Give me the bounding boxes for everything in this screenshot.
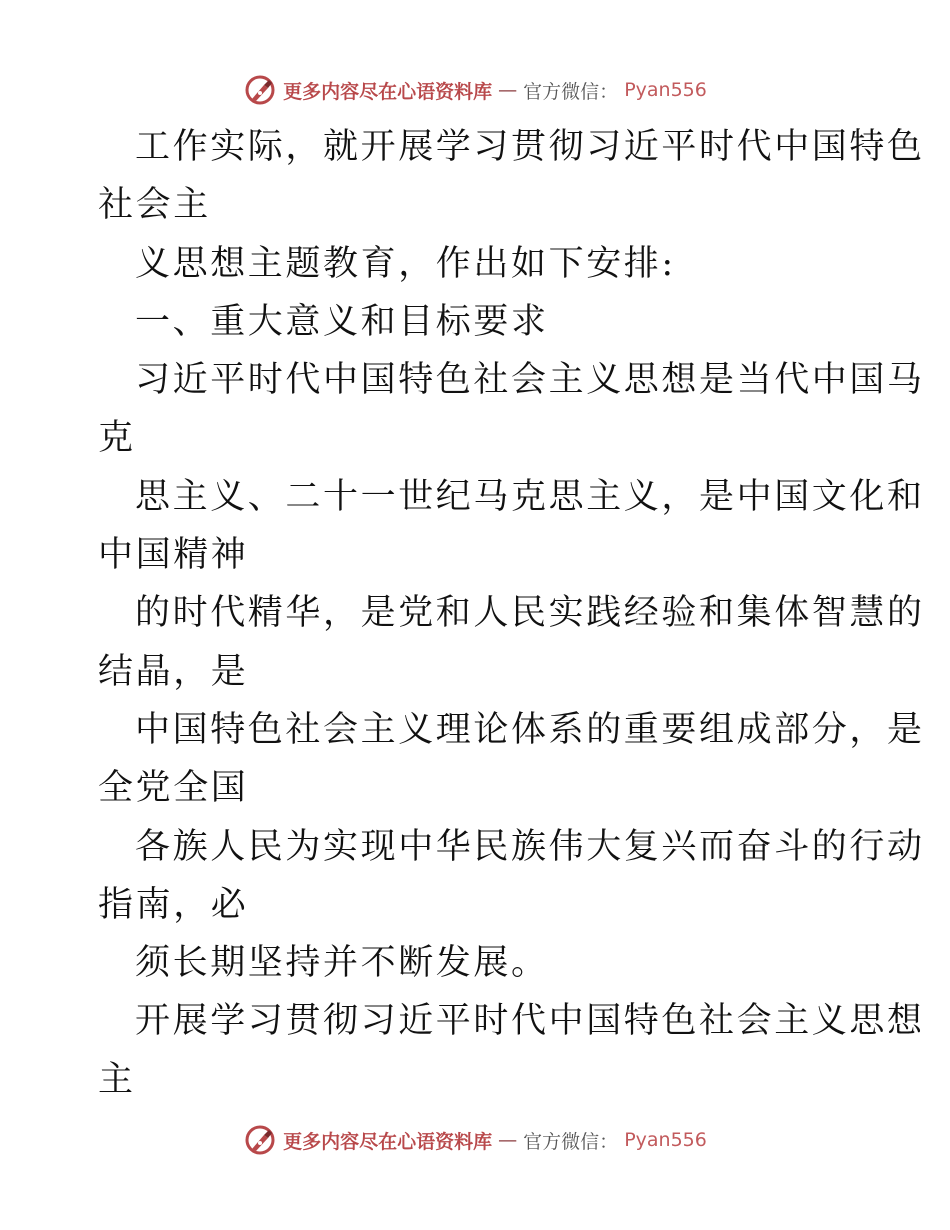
text-line: 全党全国 xyxy=(98,768,249,809)
watermark-separator: — xyxy=(498,1129,518,1151)
text-line: 的时代精华，是党和人民实践经验和集体智慧的 xyxy=(135,593,925,634)
text-line: 思主义、二十一世纪马克思主义，是中国文化和 xyxy=(135,476,925,517)
text-line: 习近平时代中国特色社会主义思想是当代中国马 xyxy=(135,360,925,401)
pen-logo-icon xyxy=(243,73,277,107)
watermark-handle: Pyan556 xyxy=(624,1129,707,1151)
text-line: 各族人民为实现中华民族伟大复兴而奋斗的行动 xyxy=(135,826,925,867)
text-line: 结晶，是 xyxy=(98,651,249,692)
text-line: 中国特色社会主义理论体系的重要组成部分，是 xyxy=(135,709,925,750)
text-line: 工作实际，就开展学习贯彻习近平时代中国特色 xyxy=(135,127,925,167)
text-line: 须长期坚持并不断发展。 xyxy=(135,943,549,984)
text-line: 义思想主题教育，作出如下安排: xyxy=(135,243,676,284)
text-line: 一、重大意义和目标要求 xyxy=(135,301,549,342)
watermark-wechat-label: 官方微信： xyxy=(523,80,619,103)
text-line: 中国精神 xyxy=(98,535,249,576)
watermark-handle: Pyan556 xyxy=(624,79,707,101)
watermark-wechat-label: 官方微信： xyxy=(523,1130,619,1153)
text-line: 主 xyxy=(98,1059,136,1100)
pen-logo-icon xyxy=(243,1123,277,1157)
text-line: 指南，必 xyxy=(98,884,249,925)
text-line: 克 xyxy=(98,418,136,459)
text-line: 开展学习贯彻习近平时代中国特色社会主义思想 xyxy=(135,1001,925,1042)
watermark-separator: — xyxy=(498,79,518,101)
text-line: 社会主 xyxy=(98,185,211,226)
document-body xyxy=(98,118,925,1109)
footer-watermark xyxy=(0,1120,950,1160)
watermark-brand: 更多内容尽在心语资料库 xyxy=(283,80,493,103)
header-watermark xyxy=(0,70,950,110)
watermark-brand: 更多内容尽在心语资料库 xyxy=(283,1130,493,1153)
